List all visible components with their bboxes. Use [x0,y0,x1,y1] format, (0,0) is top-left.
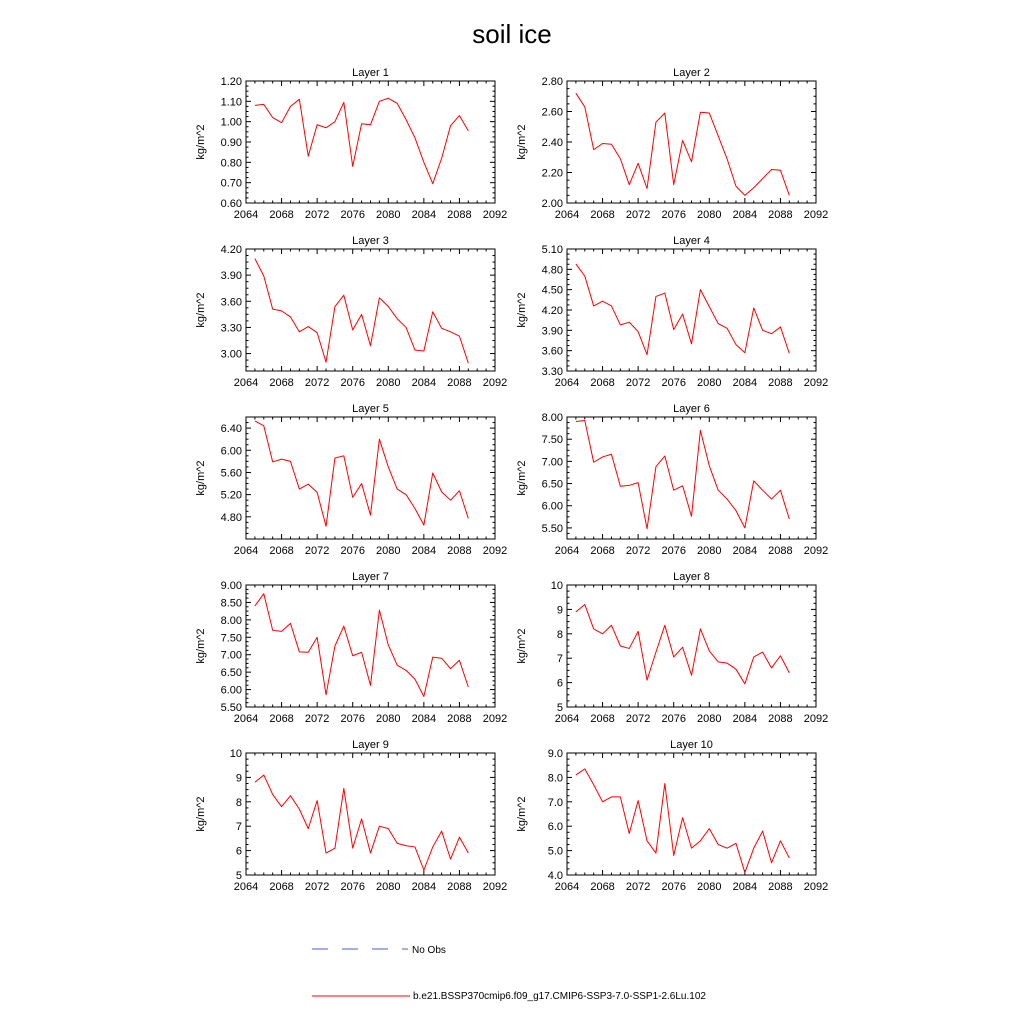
y-tick-label: 6.0 [547,821,563,834]
x-tick-label: 2068 [590,377,615,389]
x-tick-label: 2072 [625,713,651,725]
y-tick-label: 7.00 [220,649,242,662]
x-tick-label: 2076 [340,377,365,389]
x-tick-label: 2064 [233,377,259,389]
chart-panel-layer-10 [516,739,828,893]
y-tick-label: 4.80 [220,511,242,524]
y-tick-label: 0.60 [220,198,242,210]
y-tick-label: 5 [235,870,242,882]
x-tick-label: 2092 [803,713,829,725]
y-tick-label: 4.20 [220,244,242,256]
panel-title: Layer 10 [670,739,713,751]
x-tick-label: 2076 [661,881,686,893]
x-tick-label: 2072 [625,209,651,221]
chart-panel-layer-2 [516,67,828,221]
y-axis-label: kg/m^2 [516,628,528,664]
plot-frame [567,249,816,371]
x-tick-label: 2080 [697,881,722,893]
x-tick-label: 2076 [340,881,365,893]
x-tick-label: 2088 [768,713,793,725]
x-tick-label: 2068 [269,545,294,557]
x-tick-label: 2064 [554,209,580,221]
x-tick-label: 2080 [376,377,401,389]
plot-frame [246,585,495,707]
plot-frame [567,753,816,875]
y-tick-label: 7.00 [541,456,563,469]
figure-title: soil ice [472,19,552,49]
y-tick-label: 3.00 [220,348,242,361]
x-tick-label: 2068 [269,377,294,389]
y-tick-label: 9 [556,604,563,617]
y-tick-label: 5.60 [220,467,242,480]
panel-title: Layer 2 [673,67,710,79]
y-tick-label: 3.30 [220,322,242,335]
series-line [255,775,468,870]
y-tick-label: 7.50 [541,434,563,447]
x-tick-label: 2092 [803,881,829,893]
series-line [255,98,468,183]
x-tick-label: 2068 [269,209,294,221]
y-tick-label: 5.10 [541,244,563,256]
y-tick-label: 0.80 [220,157,242,170]
y-tick-label: 7 [235,821,242,834]
x-tick-label: 2076 [661,545,686,557]
panel-title: Layer 1 [352,67,389,79]
y-axis-label: kg/m^2 [516,292,528,328]
y-tick-label: 8 [235,796,242,809]
series-line [255,594,468,697]
x-tick-label: 2064 [554,881,580,893]
chart-panel-layer-3 [195,235,507,389]
y-tick-label: 5.20 [220,489,242,502]
y-tick-label: 6.50 [220,667,242,680]
x-tick-label: 2072 [304,881,330,893]
x-tick-label: 2080 [376,881,401,893]
plot-frame [246,81,495,203]
y-tick-label: 9.00 [220,580,242,592]
x-tick-label: 2064 [554,545,580,557]
x-tick-label: 2072 [304,377,330,389]
y-axis-label: kg/m^2 [516,460,528,496]
panel-title: Layer 5 [352,403,389,415]
y-tick-label: 10 [550,580,563,592]
y-tick-label: 3.90 [541,325,563,338]
y-axis-label: kg/m^2 [516,796,528,832]
series-line [576,93,789,195]
x-tick-label: 2072 [625,377,651,389]
y-tick-label: 6.00 [220,445,242,458]
x-tick-label: 2064 [233,881,259,893]
x-tick-label: 2080 [376,545,401,557]
x-tick-label: 2092 [803,545,829,557]
y-tick-label: 2.40 [541,137,563,149]
x-tick-label: 2092 [482,881,508,893]
chart-panel-layer-5 [195,403,507,557]
y-tick-label: 10 [229,748,242,760]
x-tick-label: 2068 [590,209,615,221]
chart-panel-layer-7 [195,571,507,725]
x-tick-label: 2084 [732,377,758,389]
x-tick-label: 2084 [732,881,758,893]
chart-panel-layer-6 [516,403,828,557]
y-tick-label: 5.0 [547,845,563,858]
x-tick-label: 2064 [233,713,259,725]
series-line [576,421,789,529]
plot-frame [246,417,495,539]
x-tick-label: 2072 [625,881,651,893]
x-tick-label: 2084 [732,713,758,725]
x-tick-label: 2064 [233,209,259,221]
y-tick-label: 1.10 [220,96,242,109]
y-tick-label: 8.50 [220,597,242,610]
y-tick-label: 5.50 [220,702,242,714]
y-tick-label: 3.30 [541,366,563,378]
x-tick-label: 2064 [554,713,580,725]
x-tick-label: 2080 [697,209,722,221]
x-tick-label: 2068 [590,545,615,557]
y-tick-label: 6 [235,845,242,858]
y-tick-label: 1.00 [220,116,242,129]
x-tick-label: 2080 [697,377,722,389]
series-line [576,769,789,873]
plot-frame [246,753,495,875]
x-tick-label: 2084 [732,209,758,221]
panel-title: Layer 4 [673,235,710,247]
y-tick-label: 8 [556,628,563,641]
x-tick-label: 2092 [803,209,829,221]
y-tick-label: 7.0 [547,796,563,809]
x-tick-label: 2088 [768,209,793,221]
series-line [576,605,789,684]
y-axis-label: kg/m^2 [195,796,207,832]
y-tick-label: 4.50 [541,284,563,297]
legend [312,945,706,1002]
plot-frame [567,81,816,203]
x-tick-label: 2084 [411,881,437,893]
panel-title: Layer 3 [352,235,389,247]
x-tick-label: 2084 [411,545,437,557]
y-tick-label: 6.50 [541,478,563,491]
y-tick-label: 6.00 [541,500,563,513]
x-tick-label: 2068 [590,713,615,725]
y-tick-label: 3.60 [541,345,563,358]
x-tick-label: 2064 [554,377,580,389]
chart-panel-layer-8 [516,571,828,725]
x-tick-label: 2068 [269,881,294,893]
panel-title: Layer 7 [352,571,389,583]
x-tick-label: 2092 [482,545,508,557]
chart-panel-layer-1 [195,67,507,221]
y-tick-label: 2.20 [541,167,563,180]
x-tick-label: 2076 [340,713,365,725]
x-tick-label: 2072 [304,209,330,221]
x-tick-label: 2088 [447,377,472,389]
x-tick-label: 2076 [661,713,686,725]
y-tick-label: 4.0 [547,870,563,882]
plot-frame [567,417,816,539]
x-tick-label: 2064 [233,545,259,557]
y-axis-label: kg/m^2 [195,124,207,160]
x-tick-label: 2084 [411,377,437,389]
x-tick-label: 2092 [482,713,508,725]
y-axis-label: kg/m^2 [516,124,528,160]
y-tick-label: 9 [235,772,242,785]
x-tick-label: 2088 [768,881,793,893]
chart-panel-layer-9 [195,739,507,893]
x-tick-label: 2088 [768,377,793,389]
chart-panel-layer-4 [516,235,828,389]
x-tick-label: 2084 [411,713,437,725]
y-axis-label: kg/m^2 [195,628,207,664]
y-tick-label: 4.80 [541,264,563,277]
y-tick-label: 6.00 [220,684,242,697]
x-tick-label: 2076 [661,377,686,389]
y-tick-label: 5.50 [541,522,563,535]
x-tick-label: 2072 [304,545,330,557]
y-tick-label: 9.0 [547,748,563,760]
y-tick-label: 8.00 [220,614,242,627]
plot-frame [567,585,816,707]
x-tick-label: 2072 [304,713,330,725]
x-tick-label: 2080 [376,209,401,221]
x-tick-label: 2068 [590,881,615,893]
x-tick-label: 2092 [803,377,829,389]
x-tick-label: 2092 [482,377,508,389]
x-tick-label: 2080 [697,713,722,725]
x-tick-label: 2068 [269,713,294,725]
x-tick-label: 2092 [482,209,508,221]
y-tick-label: 2.00 [541,198,563,210]
y-tick-label: 2.60 [541,106,563,119]
y-tick-label: 2.80 [541,76,563,88]
y-tick-label: 8.00 [541,412,563,424]
series-line [255,421,468,526]
y-tick-label: 5 [556,702,563,714]
y-tick-label: 0.90 [220,137,242,149]
legend-obs-label: No Obs [412,945,446,956]
x-tick-label: 2080 [376,713,401,725]
x-tick-label: 2076 [661,209,686,221]
series-line [255,259,468,364]
y-axis-label: kg/m^2 [195,292,207,328]
x-tick-label: 2080 [697,545,722,557]
y-tick-label: 8.0 [547,772,563,785]
series-line [576,264,789,355]
plot-frame [246,249,495,371]
y-tick-label: 7 [556,653,563,666]
y-tick-label: 7.50 [220,632,242,645]
x-tick-label: 2084 [732,545,758,557]
x-tick-label: 2072 [625,545,651,557]
x-tick-label: 2084 [411,209,437,221]
x-tick-label: 2076 [340,209,365,221]
y-axis-label: kg/m^2 [195,460,207,496]
y-tick-label: 6.40 [220,423,242,436]
x-tick-label: 2088 [447,545,472,557]
y-tick-label: 0.70 [220,177,242,190]
y-tick-label: 3.90 [220,270,242,283]
legend-model-label: b.e21.BSSP370cmip6.f09_g17.CMIP6-SSP3-7.0-SSP1-2.6Lu.102 [413,991,706,1002]
panel-title: Layer 8 [673,571,710,583]
panel-title: Layer 6 [673,403,710,415]
y-tick-label: 1.20 [220,76,242,88]
x-tick-label: 2088 [768,545,793,557]
y-tick-label: 4.20 [541,305,563,317]
x-tick-label: 2076 [340,545,365,557]
y-tick-label: 3.60 [220,296,242,309]
y-tick-label: 6 [556,677,563,690]
panel-title: Layer 9 [352,739,389,751]
x-tick-label: 2088 [447,209,472,221]
x-tick-label: 2088 [447,881,472,893]
x-tick-label: 2088 [447,713,472,725]
chart-panels [195,67,828,893]
